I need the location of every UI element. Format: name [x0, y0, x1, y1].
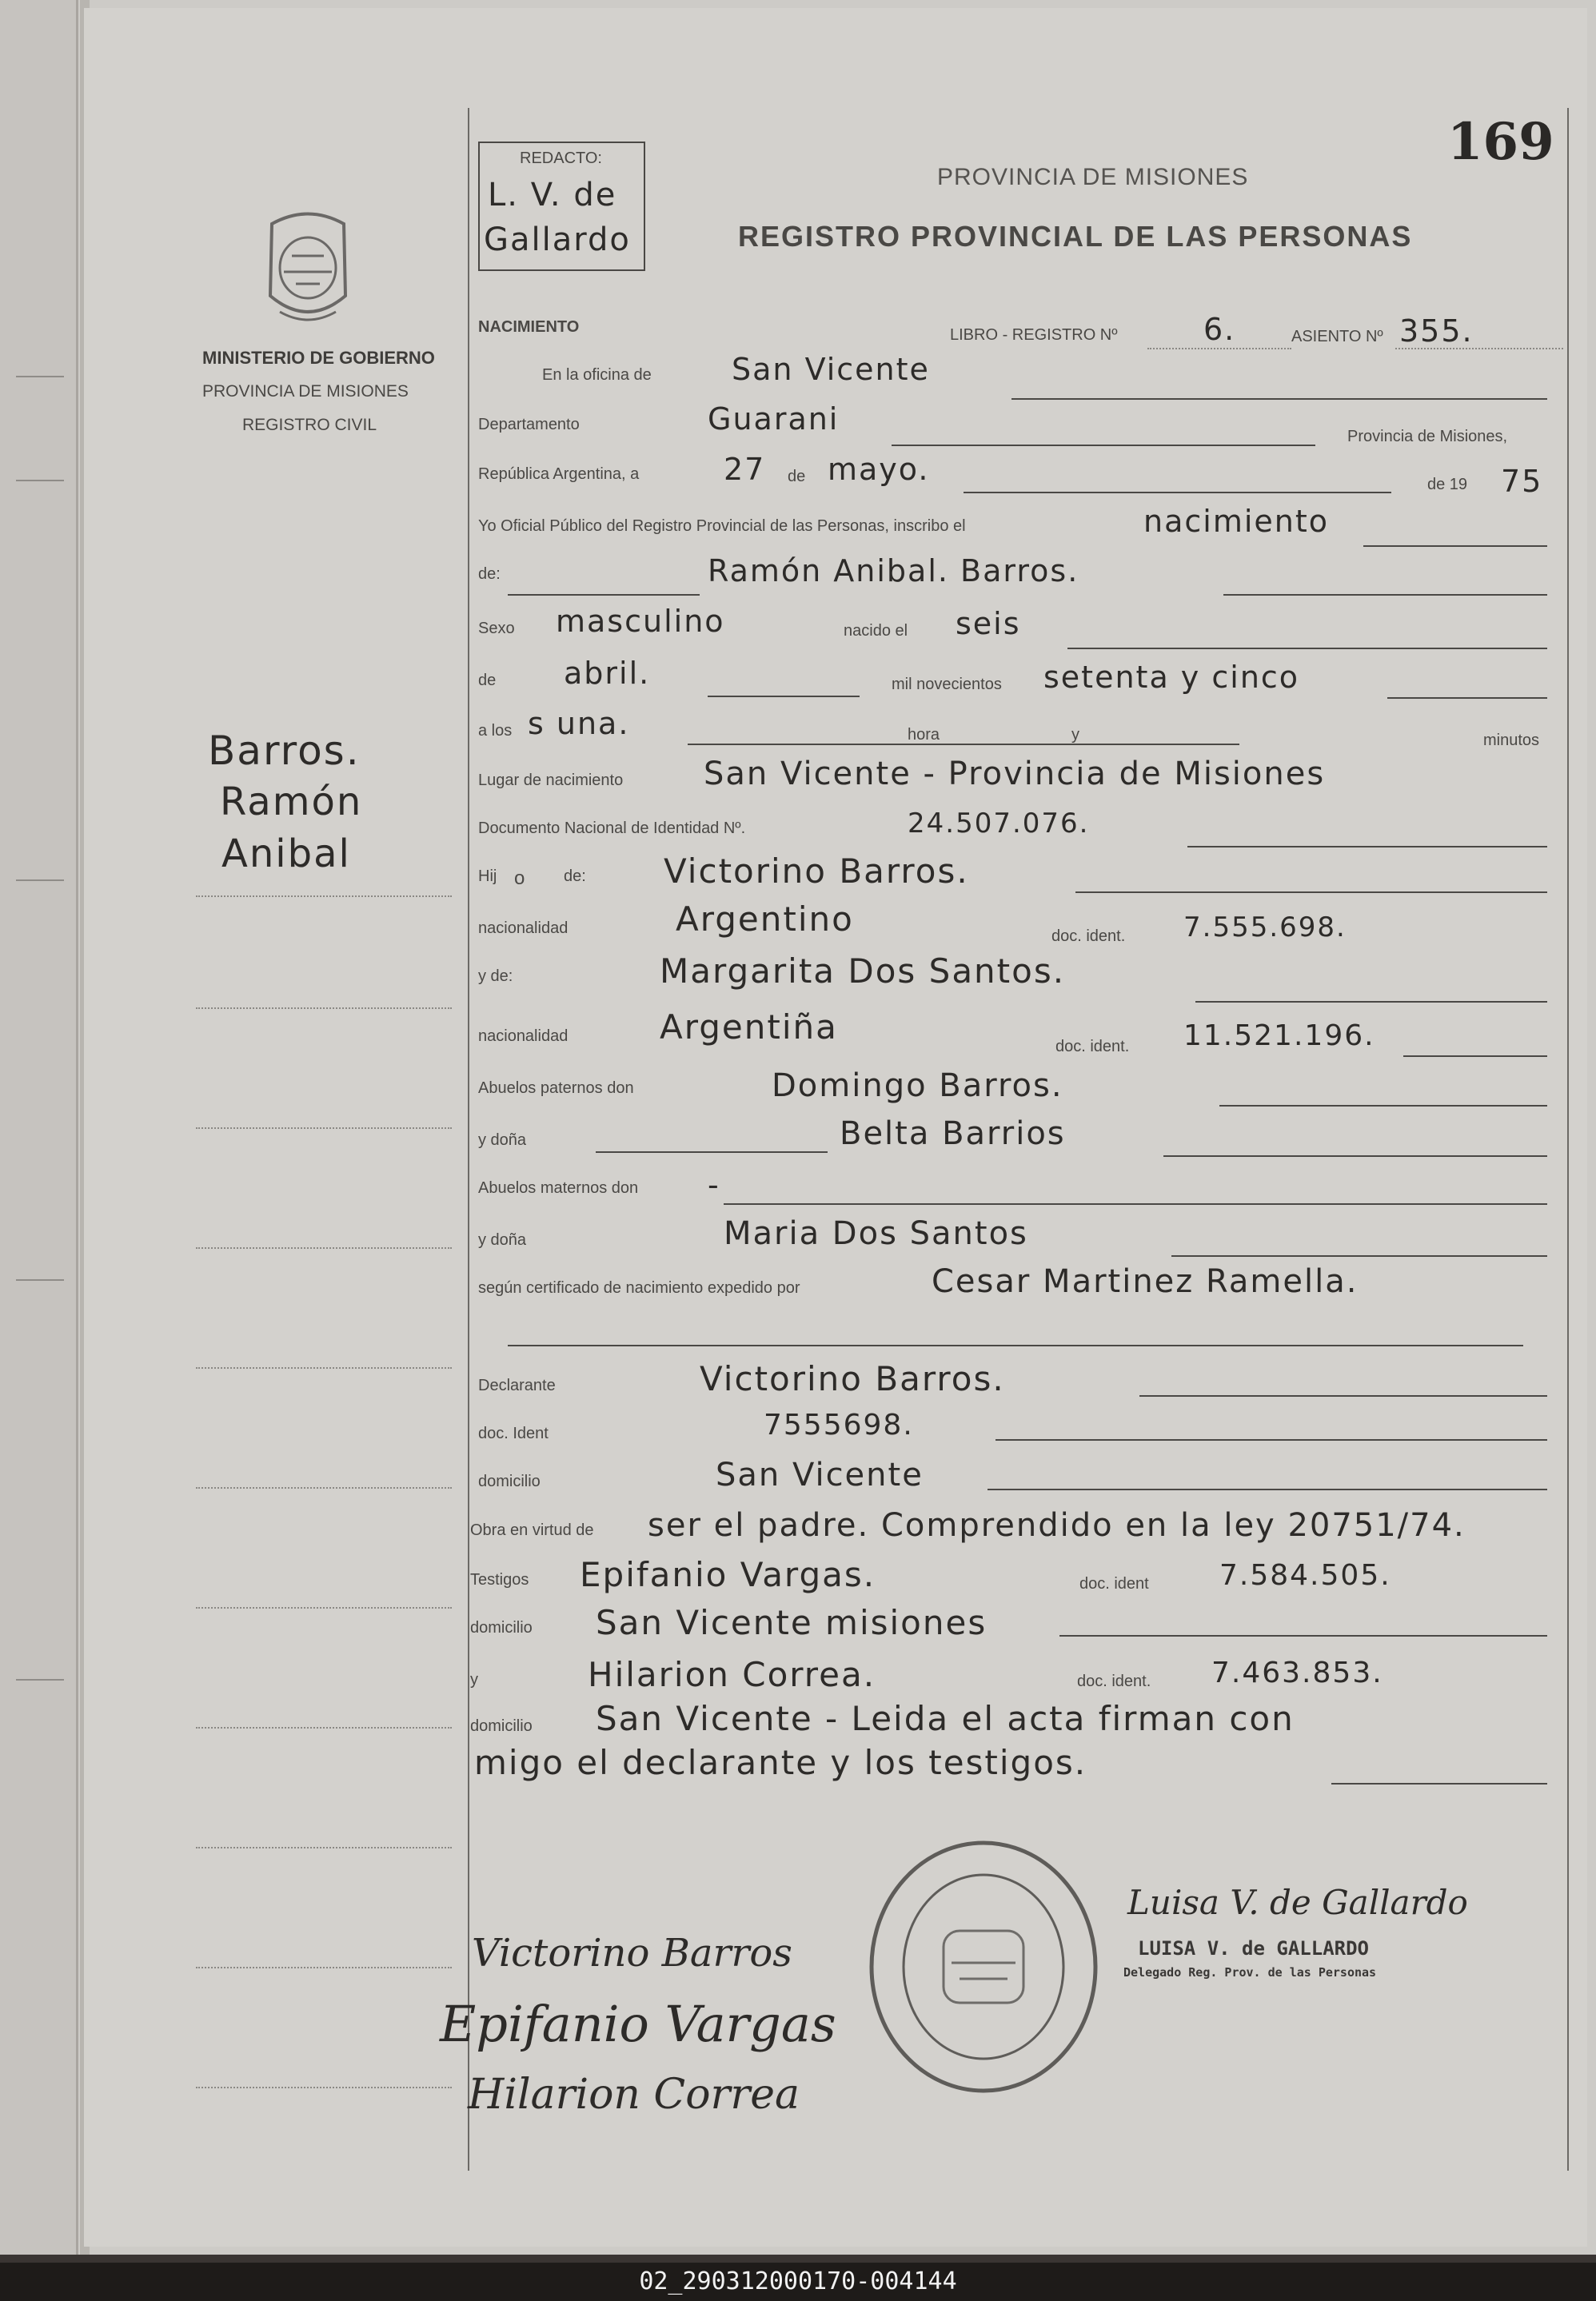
oficial-value: nacimiento [1143, 504, 1330, 539]
nac2-label: nacionalidad [478, 1027, 569, 1045]
domicilio1-label: domicilio [478, 1473, 541, 1490]
departamento-value: Guarani [708, 401, 840, 437]
ydona1-label: y doña [478, 1131, 527, 1149]
testigos-label: Testigos [470, 1571, 529, 1589]
nac2-value: Argentiña [660, 1007, 838, 1047]
doc4-value: 7.463.853. [1211, 1657, 1383, 1689]
doc2-label: doc. ident. [1055, 1038, 1130, 1055]
hijo-de-label: de: [564, 867, 586, 885]
domicilio3-value: San Vicente - Leida el acta firman con [596, 1699, 1295, 1738]
domicilio2-label: domicilio [470, 1619, 533, 1637]
mil-value: setenta y cinco [1043, 660, 1300, 695]
hora-label: hora [908, 726, 940, 744]
registry-title: REGISTRO PROVINCIAL DE LAS PERSONAS [738, 220, 1413, 253]
province-title: PROVINCIA DE MISIONES [937, 164, 1249, 190]
libro-label: LIBRO - REGISTRO Nº [950, 326, 1118, 344]
day-value: 27 [724, 452, 766, 487]
doc4-label: doc. ident. [1077, 1673, 1151, 1690]
left-page-edge [0, 0, 78, 2255]
hijo-suffix: o [514, 867, 525, 889]
de2-label: de: [478, 565, 501, 583]
de3-label: de [478, 672, 497, 689]
margin-note-1: Barros. [208, 728, 361, 774]
month2-value: abril. [564, 656, 651, 691]
redacto-box [478, 142, 645, 271]
doc2-value: 11.521.196. [1183, 1019, 1375, 1052]
alos-label: a los [478, 722, 513, 740]
sexo-label: Sexo [478, 620, 515, 637]
obra-label: Obra en virtud de [470, 1521, 594, 1539]
year-label: de 19 [1427, 476, 1468, 493]
de-label: de [788, 468, 806, 485]
page-number: 169 [1447, 112, 1554, 172]
domicilio3-label: domicilio [470, 1717, 533, 1735]
doc3-value: 7.584.505. [1219, 1559, 1391, 1592]
left-border-line [468, 108, 469, 2171]
official-stamp-name: LUISA V. de GALLARDO [1138, 1937, 1369, 1960]
ydona1-value: Belta Barrios [840, 1115, 1066, 1152]
mil-label: mil novecientos [892, 676, 1002, 693]
ydona2-value: Maria Dos Santos [724, 1215, 1028, 1252]
minutos-label: minutos [1483, 732, 1540, 749]
republica-label: República Argentina, a [478, 465, 640, 483]
doc1-label: doc. ident. [1051, 927, 1126, 945]
declarante-label: Declarante [478, 1377, 556, 1394]
redacto-label: REDACTO: [520, 150, 602, 167]
dni-label: Documento Nacional de Identidad Nº. [478, 820, 746, 837]
official-signature: Luisa V. de Gallardo [1127, 1883, 1468, 1922]
abpat-value: Domingo Barros. [772, 1067, 1063, 1104]
asiento-label: ASIENTO Nº [1291, 328, 1383, 345]
cert-value: Cesar Martinez Ramella. [932, 1263, 1359, 1300]
docident-label: doc. Ident [478, 1425, 549, 1442]
madre-value: Margarita Dos Santos. [660, 951, 1066, 991]
yde-label: y de: [478, 967, 513, 985]
obra-value: ser el padre. Comprendido en la ley 20751/74. [648, 1507, 1466, 1544]
signature-hilarion: Hilarion Correa [468, 2071, 800, 2119]
padre-value: Victorino Barros. [664, 851, 969, 891]
oficina-label: En la oficina de [542, 366, 652, 384]
lugar-value: San Vicente - Provincia de Misiones [704, 756, 1326, 792]
nacido-label: nacido el [844, 622, 908, 640]
cert-label: según certificado de nacimiento expedido por [478, 1279, 800, 1297]
ministry-line-1: MINISTERIO DE GOBIERNO [202, 348, 435, 368]
official-seal-icon [864, 1835, 1103, 2099]
dni-value: 24.507.076. [908, 808, 1090, 839]
doc1-value: 7.555.698. [1183, 911, 1347, 943]
testigo2-value: Hilarion Correa. [588, 1655, 876, 1694]
abmat-label: Abuelos maternos don [478, 1179, 639, 1197]
ministry-line-3: REGISTRO CIVIL [242, 416, 377, 434]
asiento-value: 355. [1399, 313, 1474, 349]
domicilio1-value: San Vicente [716, 1457, 924, 1493]
hijo-label: Hij [478, 867, 497, 885]
lugar-label: Lugar de nacimiento [478, 772, 624, 789]
oficina-value: San Vicente [732, 352, 930, 387]
redacto-value-1: L. V. de [488, 177, 617, 213]
signature-victorino: Victorino Barros [472, 1931, 792, 1976]
year-value: 75 [1501, 464, 1543, 499]
domicilio2-value: San Vicente misiones [596, 1603, 988, 1642]
form-type-label: NACIMIENTO [478, 318, 580, 336]
footer-id: 02_290312000170-004144 [0, 2263, 1596, 2301]
abpat-label: Abuelos paternos don [478, 1079, 634, 1097]
y2-label: y [470, 1671, 478, 1689]
abmat-value: - [708, 1167, 720, 1202]
margin-note-3: Anibal [221, 831, 351, 876]
alos-value: s una. [528, 706, 630, 741]
coat-of-arms-icon [256, 208, 360, 332]
docident-value: 7555698. [764, 1409, 914, 1442]
official-stamp-title: Delegado Reg. Prov. de las Personas [1123, 1965, 1377, 1980]
nac1-value: Argentino [676, 899, 854, 939]
record-page [84, 8, 1587, 2247]
closing-value: migo el declarante y los testigos. [474, 1743, 1087, 1782]
ydona2-label: y doña [478, 1231, 527, 1249]
libro-value: 6. [1203, 312, 1236, 347]
departamento-label: Departamento [478, 416, 580, 433]
provincia-suffix: Provincia de Misiones, [1347, 428, 1508, 445]
testigo1-value: Epifanio Vargas. [580, 1555, 876, 1594]
nacido-value: seis [956, 606, 1021, 641]
oficial-text: Yo Oficial Público del Registro Provincial de las Personas, inscribo el [478, 517, 966, 535]
month-value: mayo. [828, 452, 930, 487]
name-value: Ramón Anibal. Barros. [708, 553, 1079, 588]
signature-epifanio: Epifanio Vargas [440, 1995, 836, 2053]
declarante-value: Victorino Barros. [700, 1359, 1005, 1398]
right-border-line [1567, 108, 1569, 2171]
redacto-value-2: Gallardo [484, 221, 631, 258]
margin-note-2: Ramón [220, 780, 363, 824]
sexo-value: masculino [556, 604, 725, 639]
nac1-label: nacionalidad [478, 919, 569, 937]
ministry-line-2: PROVINCIA DE MISIONES [202, 382, 409, 401]
y-label: y [1071, 726, 1079, 744]
doc3-label: doc. ident [1079, 1575, 1149, 1593]
